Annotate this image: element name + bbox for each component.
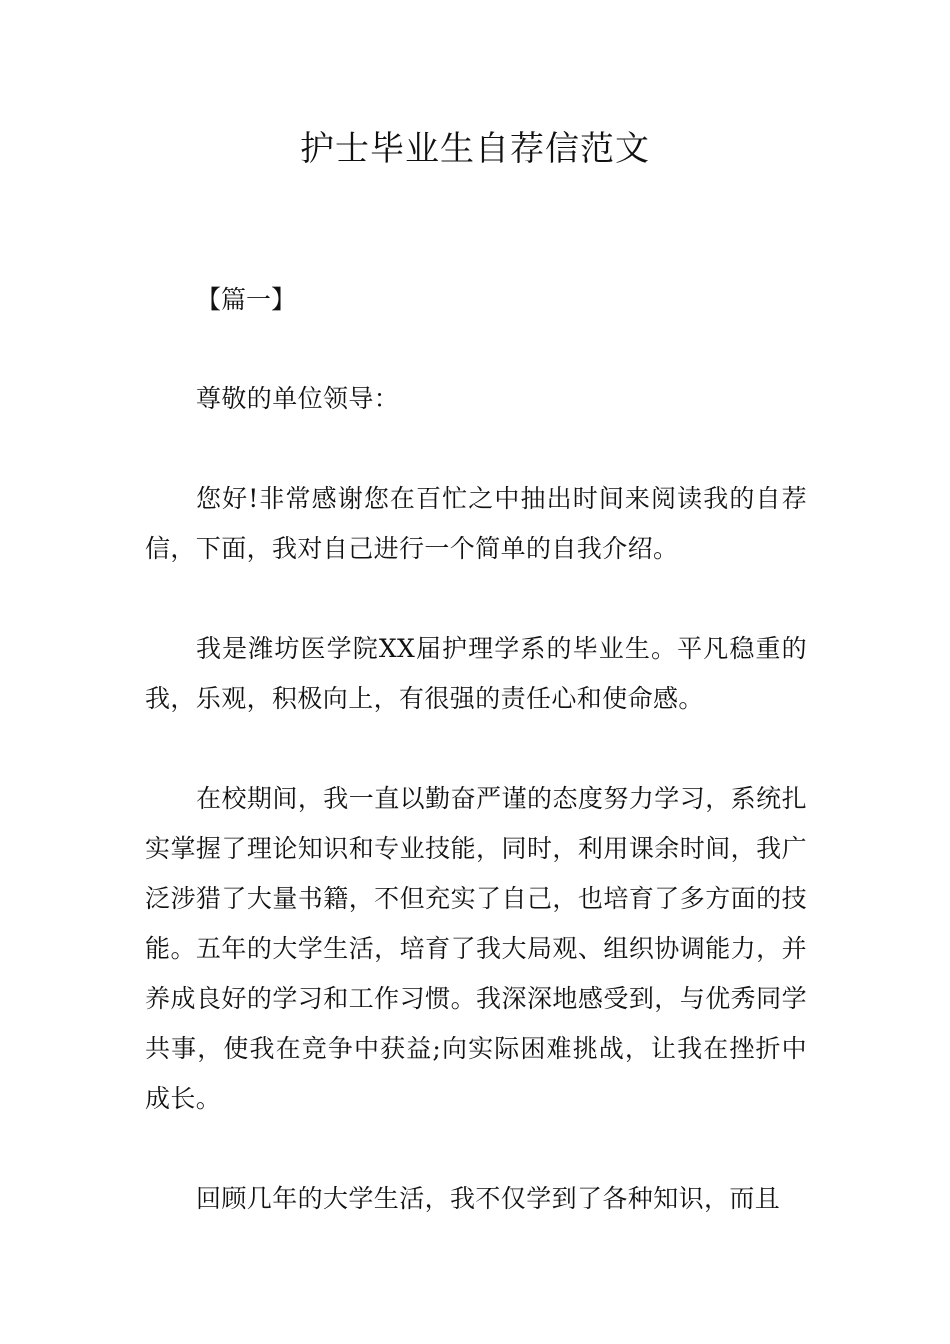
document-title: 护士毕业生自荐信范文 <box>300 129 650 169</box>
paragraph-introduction: 我是潍坊医学院XX届护理学系的毕业生。平凡稳重的我，乐观，积极向上，有很强的责任心和使命感。 <box>145 634 807 713</box>
salutation: 尊敬的单位领导： <box>196 384 400 413</box>
paragraph-greeting: 您好!非常感谢您在百忙之中抽出时间来阅读我的自荐信，下面，我对自己进行一个简单的自我介绍。 <box>145 484 807 563</box>
paragraph-study: 在校期间，我一直以勤奋严谨的态度努力学习，系统扎实掌握了理论知识和专业技能，同时，利用课余时间，我广泛涉猎了大量书籍，不但充实了自己，也培育了多方面的技能。五年的大学生活，培育了我大局观、组织协调能力，并养成良好的学习和工作习惯。我深深地感受到，与优秀同学共事，使我在竞争中获益;向实际困难挑战，让我在挫折中成长。 <box>145 784 807 1113</box>
paragraph-review: 回顾几年的大学生活，我不仅学到了各种知识，而且 <box>196 1184 781 1213</box>
section-label: 【篇一】 <box>196 285 297 314</box>
